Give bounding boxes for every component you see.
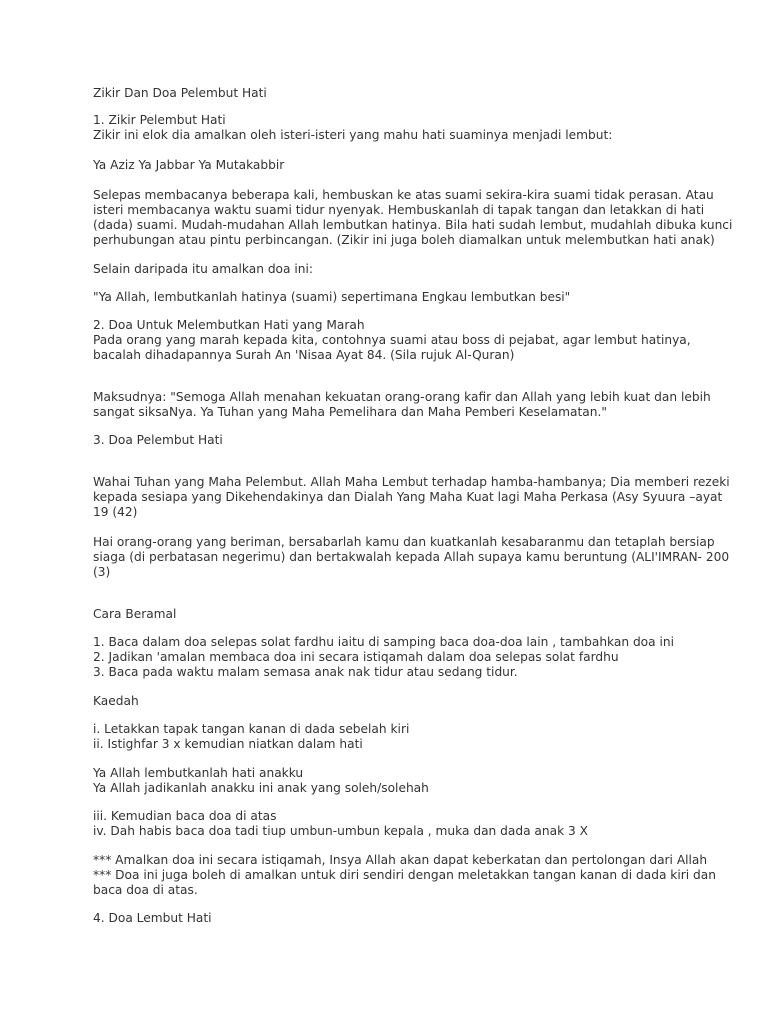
- list-item: iii. Kemudian baca doa di atas: [93, 809, 277, 823]
- note-line: baca doa di atas.: [93, 883, 198, 897]
- paragraph-line: 19 (42): [93, 505, 138, 519]
- note-line: *** Amalkan doa ini secara istiqamah, Insya Allah akan dapat keberkatan dan pertolongan dari Allah: [93, 853, 708, 867]
- paragraph-line: (3): [93, 565, 111, 579]
- zikir-line: Ya Aziz Ya Jabbar Ya Mutakabbir: [93, 158, 285, 172]
- paragraph-line: kepada sesiapa yang Dikehendakinya dan Dialah Yang Maha Kuat lagi Maha Perkasa (Asy Syuura –ayat: [93, 490, 723, 504]
- document-title: Zikir Dan Doa Pelembut Hati: [93, 86, 267, 100]
- quote-line: "Ya Allah, lembutkanlah hatinya (suami) sepertimana Engkau lembutkan besi": [93, 290, 571, 304]
- section-heading: 3. Doa Pelembut Hati: [93, 433, 223, 447]
- list-item: 2. Jadikan 'amalan membaca doa ini secara istiqamah dalam doa selepas solat fardhu: [93, 650, 619, 664]
- paragraph-line: Wahai Tuhan yang Maha Pelembut. Allah Maha Lembut terhadap hamba-hambanya; Dia memberi rezeki: [93, 475, 730, 489]
- paragraph-line: siaga (di perbatasan negerimu) dan bertakwalah kepada Allah supaya kamu beruntung (ALI'IMRAN- 200: [93, 550, 730, 564]
- paragraph-line: Selepas membacanya beberapa kali, hembuskan ke atas suami sekira-kira suami tidak perasan. Atau: [93, 188, 714, 202]
- section-heading: 2. Doa Untuk Melembutkan Hati yang Marah: [93, 318, 365, 332]
- list-item: iv. Dah habis baca doa tadi tiup umbun-umbun kepala , muka dan dada anak 3 X: [93, 824, 588, 838]
- section-heading: Cara Beramal: [93, 607, 177, 621]
- paragraph-line: (dada) suami. Mudah-mudahan Allah lembutkan hatinya. Bila hati sudah lembut, mudahlah dibuka kunci: [93, 218, 733, 232]
- paragraph-line: Maksudnya: "Semoga Allah menahan kekuatan orang-orang kafir dan Allah yang lebih kuat dan lebih: [93, 390, 711, 404]
- note-line: *** Doa ini juga boleh di amalkan untuk diri sendiri dengan meletakkan tangan kanan di dada kiri dan: [93, 868, 716, 882]
- paragraph-line: Hai orang-orang yang beriman, bersabarlah kamu dan kuatkanlah kesabaranmu dan tetaplah bersiap: [93, 535, 715, 549]
- list-item: 3. Baca pada waktu malam semasa anak nak tidur atau sedang tidur.: [93, 665, 518, 679]
- paragraph-line: sangat siksaNya. Ya Tuhan yang Maha Pemelihara dan Maha Pemberi Keselamatan.": [93, 405, 607, 419]
- list-item: 1. Baca dalam doa selepas solat fardhu iaitu di samping baca doa-doa lain , tambahkan doa ini: [93, 635, 674, 649]
- paragraph-line: isteri membacanya waktu suami tidur nyenyak. Hembuskanlah di tapak tangan dan letakkan di hati: [93, 203, 705, 217]
- prayer-line: Ya Allah jadikanlah anakku ini anak yang soleh/solehah: [93, 781, 429, 795]
- paragraph-line: Selain daripada itu amalkan doa ini:: [93, 262, 313, 276]
- paragraph-line: Zikir ini elok dia amalkan oleh isteri-isteri yang mahu hati suaminya menjadi lembut:: [93, 128, 613, 142]
- section-heading: 1. Zikir Pelembut Hati: [93, 113, 226, 127]
- paragraph-line: bacalah dihadapannya Surah An 'Nisaa Ayat 84. (Sila rujuk Al-Quran): [93, 348, 515, 362]
- prayer-line: Ya Allah lembutkanlah hati anakku: [93, 766, 304, 780]
- section-heading: Kaedah: [93, 694, 139, 708]
- paragraph-line: perhubungan atau pintu perbincangan. (Zikir ini juga boleh diamalkan untuk melembutkan hati anak): [93, 233, 715, 247]
- list-item: i. Letakkan tapak tangan kanan di dada sebelah kiri: [93, 722, 410, 736]
- paragraph-line: Pada orang yang marah kepada kita, contohnya suami atau boss di pejabat, agar lembut hatinya,: [93, 333, 691, 347]
- list-item: ii. Istighfar 3 x kemudian niatkan dalam hati: [93, 737, 363, 751]
- section-heading: 4. Doa Lembut Hati: [93, 911, 212, 925]
